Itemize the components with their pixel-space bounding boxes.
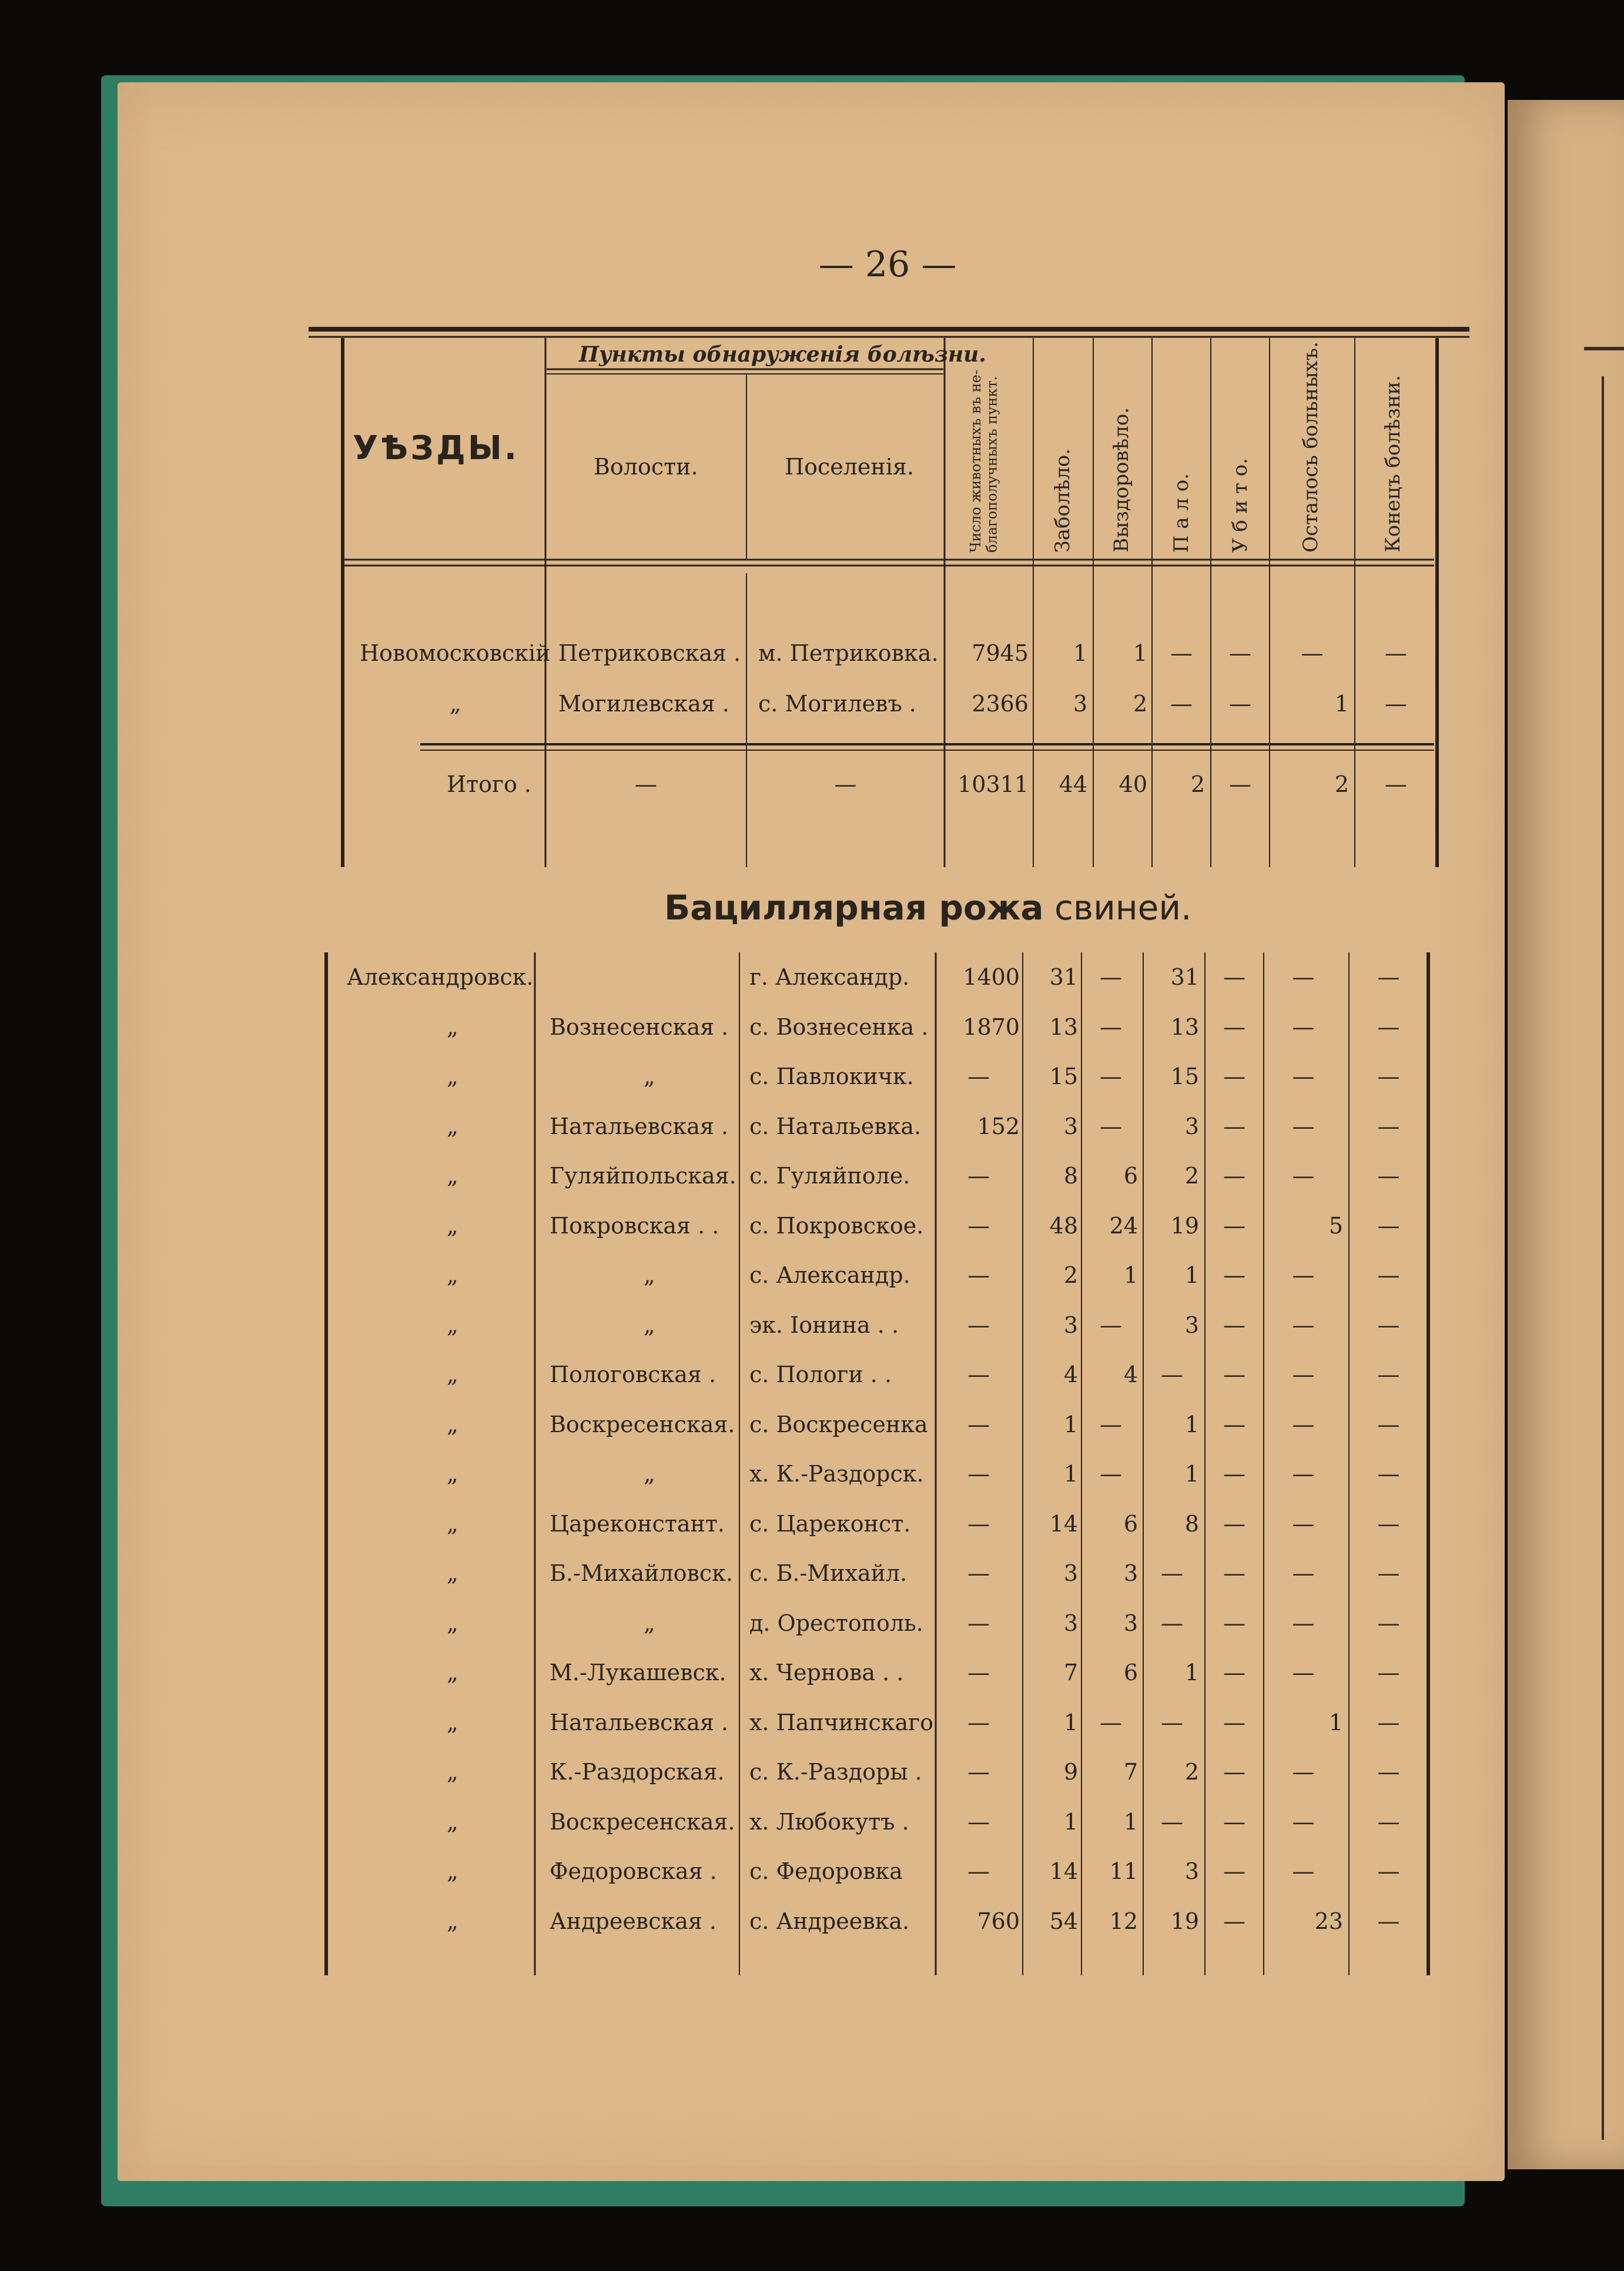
cell-uezd: „ [447, 1858, 458, 1884]
cell-volost: Андреевская . [550, 1908, 717, 1934]
cell-vyzd: — [1100, 1063, 1122, 1089]
cell-ost: — [1292, 1113, 1315, 1139]
cell-ost: — [1292, 1163, 1315, 1189]
cell-poselenie: д. Орестополь. [749, 1610, 923, 1636]
cell-poselenie: с. К.-Раздоры . [749, 1759, 922, 1785]
cell-ubito: — [1223, 1858, 1245, 1884]
header-ubito: У б и т о. [1228, 457, 1252, 553]
cell-palo: 2 [1190, 771, 1205, 797]
cell-zab: 14 [1049, 1511, 1078, 1537]
cell-vyzd: — [1100, 964, 1122, 990]
cell-kon: — [1377, 1014, 1400, 1040]
cell-chislo: — [967, 1163, 990, 1189]
cell-ost: 5 [1328, 1213, 1343, 1239]
cell-chislo: 10311 [957, 771, 1029, 797]
cell-volost: Воскресенская. [550, 1809, 735, 1835]
header-chislo: Число животныхъ въ не-благополучныхъ пункт. [967, 370, 1000, 553]
cell-chislo: — [967, 1710, 990, 1735]
header-uezdy: УѢЗДЫ. [353, 429, 520, 467]
cell-zab: 13 [1049, 1014, 1078, 1040]
cell-palo: 2 [1184, 1759, 1199, 1785]
cell-uezd: „ [447, 1063, 458, 1089]
cell-uezd: „ [447, 1461, 458, 1487]
cell-vyzd: 6 [1123, 1163, 1138, 1189]
cell-chislo: — [967, 1610, 990, 1636]
cell-ubito: — [1223, 1063, 1245, 1089]
cell-kon: — [1377, 1660, 1400, 1685]
cell-volost: Покровская . . [550, 1213, 719, 1239]
cell-poselenie: с. Федоровка [749, 1858, 903, 1884]
header-ostalos: Осталось больныхъ. [1299, 342, 1322, 553]
cell-chislo: 760 [977, 1908, 1020, 1934]
cell-ost: — [1292, 1312, 1315, 1338]
cell-palo: — [1170, 691, 1193, 717]
cell-volost: Федоровская . [550, 1858, 717, 1884]
cell-zab: 3 [1073, 691, 1087, 717]
cell-uezd: „ [447, 1014, 458, 1040]
cell-palo: 3 [1184, 1858, 1199, 1884]
cell-palo: 3 [1184, 1113, 1199, 1139]
cell-palo: 1 [1184, 1412, 1199, 1437]
cell-palo: 2 [1184, 1163, 1199, 1189]
cell-vyzd: 24 [1109, 1213, 1138, 1239]
cell-vyzd: — [1100, 1710, 1122, 1735]
cell-volost: Натальевская . [550, 1113, 728, 1139]
cell-vyzd: 3 [1123, 1610, 1138, 1636]
cell-ubito: — [1229, 691, 1251, 717]
cell-ost: — [1292, 1858, 1315, 1884]
cell-vyzd: 12 [1109, 1908, 1138, 1934]
cell-chislo: — [967, 1312, 990, 1338]
cell-poselenie: г. Александр. [749, 964, 910, 990]
cell-uezd: „ [447, 1759, 458, 1785]
cell-zab: 2 [1063, 1262, 1078, 1288]
cell-ost: 1 [1328, 1710, 1343, 1735]
cell-volost: Воскресенская. [550, 1412, 735, 1437]
cell-vyzd: 11 [1109, 1858, 1138, 1884]
cell-uezd: „ [447, 1660, 458, 1685]
cell-ost: — [1292, 1610, 1315, 1636]
cell-zab: 1 [1063, 1412, 1078, 1437]
cell-ubito: — [1223, 1461, 1245, 1487]
cell-palo: 1 [1184, 1461, 1199, 1487]
cell-ost: — [1292, 1511, 1315, 1537]
cell-chislo: — [967, 1759, 990, 1785]
cell-uezd: „ [447, 1809, 458, 1835]
header-konets: Конецъ болѣзни. [1381, 375, 1405, 553]
cell-poselenie: эк. Іонина . . [749, 1312, 899, 1338]
cell-ubito: — [1223, 1163, 1245, 1189]
cell-ost: — [1292, 964, 1315, 990]
cell-volost: Цареконстант. [550, 1511, 725, 1537]
cell-poselenie: с. Воскресенка [749, 1412, 928, 1437]
cell-kon: — [1377, 1809, 1400, 1835]
cell-volost: М.-Лукашевск. [550, 1660, 726, 1685]
cell-poselenie: м. Петриковка. [758, 640, 939, 666]
cell-kon: — [1377, 1908, 1400, 1934]
cell-volost: „ [644, 1063, 655, 1089]
cell-kon: — [1385, 640, 1407, 666]
cell-uezd: „ [447, 1262, 458, 1288]
cell-volost: Могилевская . [558, 691, 729, 717]
cell-ubito: — [1223, 1362, 1245, 1387]
cell-kon: — [1377, 964, 1400, 990]
cell-kon: — [1377, 1511, 1400, 1537]
cell-ubito: — [1223, 1908, 1245, 1934]
cell-vyzd: — [1100, 1461, 1122, 1487]
cell-zab: 3 [1063, 1610, 1078, 1636]
cell-kon: — [1385, 771, 1407, 797]
cell-uezd: „ [447, 1710, 458, 1735]
cell-zab: 54 [1049, 1908, 1078, 1934]
cell-zab: 1 [1073, 640, 1087, 666]
cell-poselenie: с. Натальевка. [749, 1113, 922, 1139]
cell-zab: 1 [1063, 1710, 1078, 1735]
cell-volost: К.-Раздорская. [550, 1759, 725, 1785]
cell-poselenie: с. Пологи . . [749, 1362, 892, 1387]
cell-ost: 2 [1334, 771, 1349, 797]
cell-ost: — [1292, 1412, 1315, 1437]
cell-palo: 1 [1184, 1262, 1199, 1288]
page-number: — 26 — [818, 244, 957, 285]
section-title-bold: Бациллярная рожа [664, 888, 1044, 928]
cell-palo: 15 [1170, 1063, 1199, 1089]
cell-zab: 3 [1063, 1560, 1078, 1586]
cell-chislo: — [967, 1213, 990, 1239]
cell-kon: — [1377, 1063, 1400, 1089]
cell-kon: — [1377, 1610, 1400, 1636]
cell-uezd: „ [447, 1312, 458, 1338]
cell-poselenie: х. Папчинскаго [749, 1710, 933, 1735]
cell-zab: 31 [1049, 964, 1078, 990]
cell-uezd: Александровск. [347, 964, 534, 990]
cell-ubito: — [1223, 1262, 1245, 1288]
header-vyzdorovelo: Выздоровѣло. [1110, 407, 1133, 553]
cell-ubito: — [1229, 640, 1251, 666]
cell-uezd: „ [447, 1163, 458, 1189]
cell-kon: — [1377, 1262, 1400, 1288]
cell-uezd: „ [447, 1113, 458, 1139]
cell-chislo: — [967, 1809, 990, 1835]
cell-volost: Пологовская . [550, 1362, 716, 1387]
cell-chislo: 2366 [972, 691, 1029, 717]
cell-volost: Натальевская . [550, 1710, 728, 1735]
header-zabolelo: Заболѣло. [1051, 448, 1074, 553]
cell-poselenie: — [834, 771, 857, 797]
cell-volost: Б.-Михайловск. [550, 1560, 734, 1586]
cell-zab: 1 [1063, 1461, 1078, 1487]
cell-poselenie: с. Александр. [749, 1262, 910, 1288]
cell-palo: 31 [1170, 964, 1199, 990]
cell-palo: — [1161, 1362, 1183, 1387]
cell-ubito: — [1223, 1014, 1245, 1040]
cell-poselenie: с. Цареконст. [749, 1511, 911, 1537]
cell-ubito: — [1223, 1213, 1245, 1239]
cell-ost: — [1292, 1014, 1315, 1040]
cell-kon: — [1377, 1213, 1400, 1239]
cell-palo: — [1161, 1560, 1183, 1586]
header-poselenia: Поселенія. [785, 454, 914, 480]
cell-ubito: — [1223, 1610, 1245, 1636]
cell-vyzd: 7 [1123, 1759, 1138, 1785]
cell-poselenie: х. К.-Раздорск. [749, 1461, 924, 1487]
cell-vyzd: 4 [1123, 1362, 1138, 1387]
cell-zab: 4 [1063, 1362, 1078, 1387]
cell-vyzd: 1 [1123, 1809, 1138, 1835]
cell-ost: 1 [1334, 691, 1349, 717]
cell-kon: — [1377, 1710, 1400, 1735]
cell-uezd: Итого . [447, 771, 531, 797]
cell-uezd: „ [447, 1362, 458, 1387]
cell-palo: — [1170, 640, 1193, 666]
cell-zab: 48 [1049, 1213, 1078, 1239]
header-volosti: Волости. [594, 454, 698, 480]
cell-uezd: „ [447, 1908, 458, 1934]
section-title [664, 888, 1192, 928]
cell-ost: — [1292, 1660, 1315, 1685]
cell-zab: 3 [1063, 1312, 1078, 1338]
cell-ubito: — [1223, 1809, 1245, 1835]
cell-kon: — [1377, 1113, 1400, 1139]
cell-volost: „ [644, 1610, 655, 1636]
cell-uezd: „ [447, 1412, 458, 1437]
cell-palo: — [1161, 1710, 1183, 1735]
cell-chislo: — [967, 1660, 990, 1685]
cell-zab: 15 [1049, 1063, 1078, 1089]
cell-uezd: „ [450, 691, 461, 717]
cell-ubito: — [1223, 964, 1245, 990]
cell-vyzd: — [1100, 1014, 1122, 1040]
cell-volost: — [635, 771, 657, 797]
cell-ubito: — [1223, 1759, 1245, 1785]
cell-palo: — [1161, 1610, 1183, 1636]
cell-volost: „ [644, 1461, 655, 1487]
cell-vyzd: — [1100, 1412, 1122, 1437]
cell-chislo: — [967, 1362, 990, 1387]
cell-zab: 14 [1049, 1858, 1078, 1884]
cell-ost: — [1292, 1759, 1315, 1785]
cell-vyzd: 2 [1133, 691, 1147, 717]
cell-volost: Петриковская . [558, 640, 741, 666]
cell-kon: — [1385, 691, 1407, 717]
cell-kon: — [1377, 1362, 1400, 1387]
cell-uezd: Новомосковскій [360, 640, 551, 666]
cell-ubito: — [1223, 1412, 1245, 1437]
cell-palo: — [1161, 1809, 1183, 1835]
cell-vyzd: 1 [1123, 1262, 1138, 1288]
cell-volost: Гуляйпольская. [550, 1163, 736, 1189]
cell-kon: — [1377, 1163, 1400, 1189]
cell-chislo: — [967, 1858, 990, 1884]
cell-poselenie: с. Покровское. [749, 1213, 924, 1239]
cell-ubito: — [1223, 1710, 1245, 1735]
cell-chislo: — [967, 1063, 990, 1089]
cell-poselenie: с. Вознесенка . [749, 1014, 929, 1040]
cell-ost: 23 [1314, 1908, 1343, 1934]
cell-zab: 3 [1063, 1113, 1078, 1139]
cell-palo: 19 [1170, 1908, 1199, 1934]
cell-kon: — [1377, 1858, 1400, 1884]
cell-chislo: — [967, 1461, 990, 1487]
cell-poselenie: с. Павлокичк. [749, 1063, 914, 1089]
cell-zab: 7 [1063, 1660, 1078, 1685]
cell-chislo: — [967, 1511, 990, 1537]
cell-kon: — [1377, 1759, 1400, 1785]
cell-zab: 44 [1059, 771, 1087, 797]
cell-zab: 1 [1063, 1809, 1078, 1835]
cell-chislo: 1400 [963, 964, 1020, 990]
cell-palo: 13 [1170, 1014, 1199, 1040]
section-title-rest: свиней. [1043, 888, 1192, 928]
cell-vyzd: 6 [1123, 1511, 1138, 1537]
cell-palo: 3 [1184, 1312, 1199, 1338]
cell-uezd: „ [447, 1213, 458, 1239]
cell-ubito: — [1229, 771, 1251, 797]
cell-poselenie: с. Б.-Михайл. [749, 1560, 908, 1586]
cell-chislo: 7945 [972, 640, 1029, 666]
cell-zab: 8 [1063, 1163, 1078, 1189]
cell-vyzd: — [1100, 1113, 1122, 1139]
cell-ost: — [1292, 1809, 1315, 1835]
cell-kon: — [1377, 1560, 1400, 1586]
header-palo: П а л о. [1170, 473, 1193, 553]
cell-palo: 19 [1170, 1213, 1199, 1239]
cell-poselenie: с. Гуляйполе. [749, 1163, 910, 1189]
cell-uezd: „ [447, 1560, 458, 1586]
cell-ubito: — [1223, 1660, 1245, 1685]
cell-ubito: — [1223, 1312, 1245, 1338]
cell-ost: — [1301, 640, 1324, 666]
cell-volost: Вознесенская . [550, 1014, 729, 1040]
cell-chislo: 1870 [963, 1014, 1020, 1040]
cell-ubito: — [1223, 1560, 1245, 1586]
cell-uezd: „ [447, 1511, 458, 1537]
cell-poselenie: х. Чернова . . [749, 1660, 904, 1685]
cell-kon: — [1377, 1412, 1400, 1437]
cell-chislo: 152 [977, 1113, 1020, 1139]
header-punkty: Пункты обнаруженія болѣзни. [579, 342, 986, 367]
cell-zab: 9 [1063, 1759, 1078, 1785]
cell-ost: — [1292, 1362, 1315, 1387]
cell-ost: — [1292, 1560, 1315, 1586]
cell-volost: „ [644, 1312, 655, 1338]
cell-kon: — [1377, 1461, 1400, 1487]
cell-palo: 8 [1184, 1511, 1199, 1537]
cell-vyzd: 3 [1123, 1560, 1138, 1586]
cell-vyzd: 40 [1119, 771, 1147, 797]
cell-ost: — [1292, 1063, 1315, 1089]
cell-ost: — [1292, 1461, 1315, 1487]
cell-chislo: — [967, 1262, 990, 1288]
cell-ost: — [1292, 1262, 1315, 1288]
cell-vyzd: — [1100, 1312, 1122, 1338]
cell-poselenie: с. Андреевка. [749, 1908, 910, 1934]
cell-chislo: — [967, 1560, 990, 1586]
cell-poselenie: х. Любокутъ . [749, 1809, 909, 1835]
cell-vyzd: 6 [1123, 1660, 1138, 1685]
cell-kon: — [1377, 1312, 1400, 1338]
cell-uezd: „ [447, 1610, 458, 1636]
cell-ubito: — [1223, 1511, 1245, 1537]
cell-chislo: — [967, 1412, 990, 1437]
cell-palo: 1 [1184, 1660, 1199, 1685]
cell-ubito: — [1223, 1113, 1245, 1139]
cell-volost: „ [644, 1262, 655, 1288]
cell-poselenie: с. Могилевъ . [758, 691, 916, 717]
cell-vyzd: 1 [1133, 640, 1147, 666]
